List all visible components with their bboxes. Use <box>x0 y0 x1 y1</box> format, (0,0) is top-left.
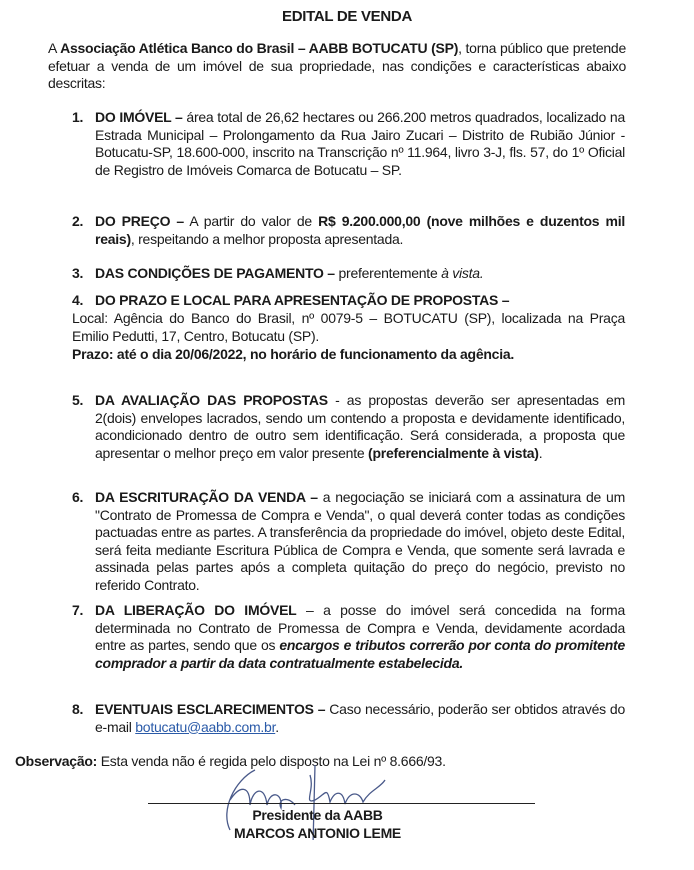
item-2 <box>72 213 625 248</box>
item-1 <box>72 109 625 179</box>
observation-text: Esta venda não é regida pelo disposto na Lei nº 8.666/93. <box>97 753 446 769</box>
item-8 <box>72 701 625 736</box>
item-number: 2. <box>72 213 84 229</box>
item-text: . <box>275 718 279 735</box>
item-text: Caso necessário, poderão ser obtidos através do e-mail <box>95 701 625 735</box>
item-text: A partir do valor de <box>183 213 319 229</box>
item-heading: DO PREÇO – <box>95 213 184 229</box>
document-title: EDITAL DE VENDA <box>282 8 412 25</box>
item-heading: DO PRAZO E LOCAL PARA APRESENTAÇÃO DE PROPOSTAS – <box>95 292 510 308</box>
item-text: – a posse do imóvel será concedida na forma determinada no Contrato de Promessa de Compra e Venda, devidamente acordada entre as partes, sendo que os <box>95 602 626 654</box>
item-number: 4. <box>72 292 84 308</box>
item-text: . <box>538 444 543 461</box>
item-6 <box>72 489 625 595</box>
item-bold: (preferencialmente à vista) <box>368 444 539 461</box>
item-number: 3. <box>72 265 84 281</box>
item-text: área total de 26,62 hectares ou 266.200 metros quadrados, localizado na Estrada Municipal – Prolongamento da Rua Jairo Zucari – Distrito de Rubião Júnior - Botucatu-SP, 18.600-000, inscrito na Transcrição nº 11.964, livro 3-J, fls. 57, do 1º Oficial de Registro de Imóveis Comarca de Botucatu – SP. <box>95 109 625 178</box>
item-4-deadline: Prazo: até o dia 20/06/2022, no horário de funcionamento da agência. <box>72 346 515 362</box>
item-number: 5. <box>72 392 84 408</box>
item-number: 8. <box>72 701 84 717</box>
email-link[interactable]: botucatu@aabb.com.br <box>135 718 276 735</box>
item-price: R$ 9.200.000,00 (nove milhões e duzentos mil reais) <box>95 213 625 247</box>
item-5 <box>72 392 625 462</box>
intro-post: , torna público que pretende efetuar a venda de um imóvel de sua propriedade, nas condições e características abaixo descritas: <box>48 40 626 92</box>
item-7 <box>72 602 626 672</box>
item-text: - as propostas deverão ser apresentadas em 2(dois) envelopes lacrados, sendo um contendo a proposta e devidamente identificado, acondicionado dentro de outro sem identificação. Será considerada, a proposta que apresentar o melhor preço em valor presente <box>95 392 625 461</box>
observation-label: Observação: <box>15 753 98 769</box>
item-text: preferentemente <box>334 265 442 281</box>
intro-organization: Associação Atlética Banco do Brasil – AABB BOTUCATU (SP) <box>60 40 459 56</box>
item-number: 1. <box>72 109 84 125</box>
item-text: a negociação se iniciará com a assinatura de um "Contrato de Promessa de Compra e Venda", o qual deverá conter todas as condições pactuadas entre as partes. A transferência da propriedade do imóvel, objeto deste Edital, será feita mediante Escritura Pública de Compra e Venda, que somente será lavrada e assinada pelas partes após a completa quitação do preço do negócio, previsto no referido Contrato. <box>95 489 625 593</box>
item-text: , respeitando a melhor proposta apresentada. <box>130 230 404 247</box>
item-4-heading <box>72 292 625 310</box>
item-italic: à vista. <box>441 265 484 281</box>
item-heading: DO IMÓVEL – <box>95 109 183 125</box>
item-number: 6. <box>72 489 84 505</box>
signatory-name: MARCOS ANTONIO LEME <box>234 825 401 841</box>
item-heading: EVENTUAIS ESCLARECIMENTOS – <box>95 701 326 717</box>
item-3 <box>72 265 625 283</box>
item-heading: DA AVALIAÇÃO DAS PROPOSTAS <box>95 392 328 408</box>
item-4-local: Local: Agência do Banco do Brasil, nº 0079-5 – BOTUCATU (SP), localizada na Praça Emilio Pedutti, 17, Centro, Botucatu (SP). <box>72 310 625 344</box>
signatory-role: Presidente da AABB <box>252 807 383 823</box>
item-heading: DA LIBERAÇÃO DO IMÓVEL <box>95 602 297 618</box>
item-heading: DAS CONDIÇÕES DE PAGAMENTO – <box>95 265 335 281</box>
intro-pre: A <box>48 40 61 56</box>
intro-paragraph <box>48 40 626 93</box>
item-number: 7. <box>72 602 84 618</box>
signature-line <box>148 803 535 804</box>
item-heading: DA ESCRITURAÇÃO DA VENDA – <box>95 489 318 505</box>
item-bold-italic: encargos e tributos correrão por conta do promitente comprador a partir da data contratualmente estabelecida. <box>95 637 625 671</box>
